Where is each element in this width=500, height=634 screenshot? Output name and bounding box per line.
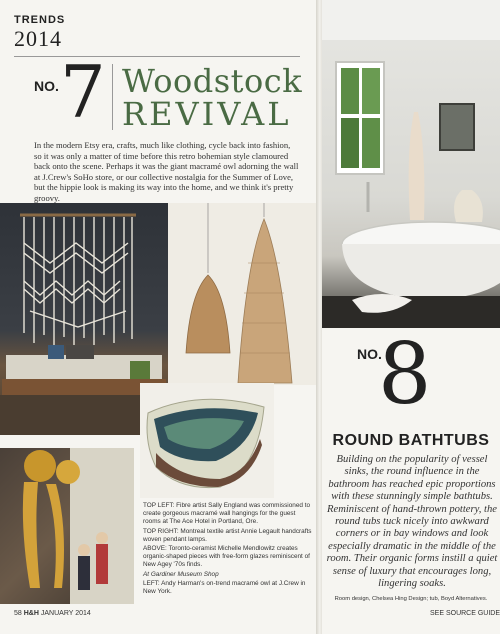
magazine-name: H&H [23, 610, 39, 617]
caption-top-left: TOP LEFT: Fibre artist Sally England was commissioned to create gorgeous macramé wall hangings for the guest rooms at The Ace Hotel in Portland, Ore. [143, 502, 311, 526]
woven-pendant-lamps-icon [168, 203, 316, 385]
trend-8-title: ROUND BATHTUBS [332, 432, 490, 449]
trend-7-title-line2: REVIVAL [122, 95, 292, 133]
caption-above: ABOVE: Toronto-ceramist Michelle Mendlowitz creates organic-shaped pieces with free-form glazes reminiscent of New Agey '70s finds. [143, 545, 310, 569]
photo-captions [143, 502, 313, 597]
woven-lamps-photo [168, 203, 316, 385]
trend-7-number: 7 [60, 50, 106, 134]
trend-7-intro: In the modern Etsy era, crafts, much like clothing, cycle back into fashion, so it was only a matter of time before this retro bohemian style clamoured back onto the scene. Perhaps it was the giant macramé owl adorning the wall at J.Crew's SoHo store, or our collective nostalgia for the Summer of Love, but the hippie look is making its way into the home, and we think it's pretty groovy. [34, 140, 299, 203]
source-guide-note: SEE SOURCE GUIDE [430, 610, 500, 617]
macrame-owl-icon [0, 448, 134, 604]
title-divider [112, 64, 113, 130]
issue-date: JANUARY 2014 [40, 610, 91, 617]
trend-8-number: 8 [378, 325, 432, 423]
trend-7-title-line1: Woodstock [122, 62, 303, 100]
trend-8-body: Building on the popularity of vessel sinks, the round influence in the bathroom has reached epic proportions with these stunningly simple bathtubs. Reminiscent of hand-thrown pottery, the round tubs tuck nicely into awkward corners or in bay windows and look especially dramatic in the middle of the room. Their organic forms instill a quiet sense of luxury that encourages long, lingering soaks. [326, 454, 498, 590]
round-bathtub-icon [322, 0, 500, 328]
caption-credit: At Gardiner Museum Shop [143, 570, 219, 578]
caption-top-right: TOP RIGHT: Montreal textile artist Annie Legault handcrafts woven pendant lamps. [143, 527, 312, 543]
macrame-owl-photo [0, 448, 134, 604]
ceramic-bowl-icon [140, 383, 274, 498]
folio-left [14, 610, 91, 617]
trend-8-no-label: NO. [357, 346, 382, 362]
header-rule [14, 56, 300, 57]
caption-left: LEFT: Andy Harman's on-trend macramé owl at J.Crew in New York. [143, 579, 306, 596]
section-label: TRENDS [14, 14, 66, 26]
ceramic-bowl-photo [140, 383, 274, 498]
section-year: 2014 [14, 26, 62, 51]
trend-7-no-label: NO. [34, 78, 59, 94]
page-number: 58 [14, 610, 22, 617]
trend-8-credit: Room design, Chelsea Hing Design; tub, Boyd Alternatives. [334, 596, 488, 602]
round-bathtub-photo [322, 0, 500, 328]
